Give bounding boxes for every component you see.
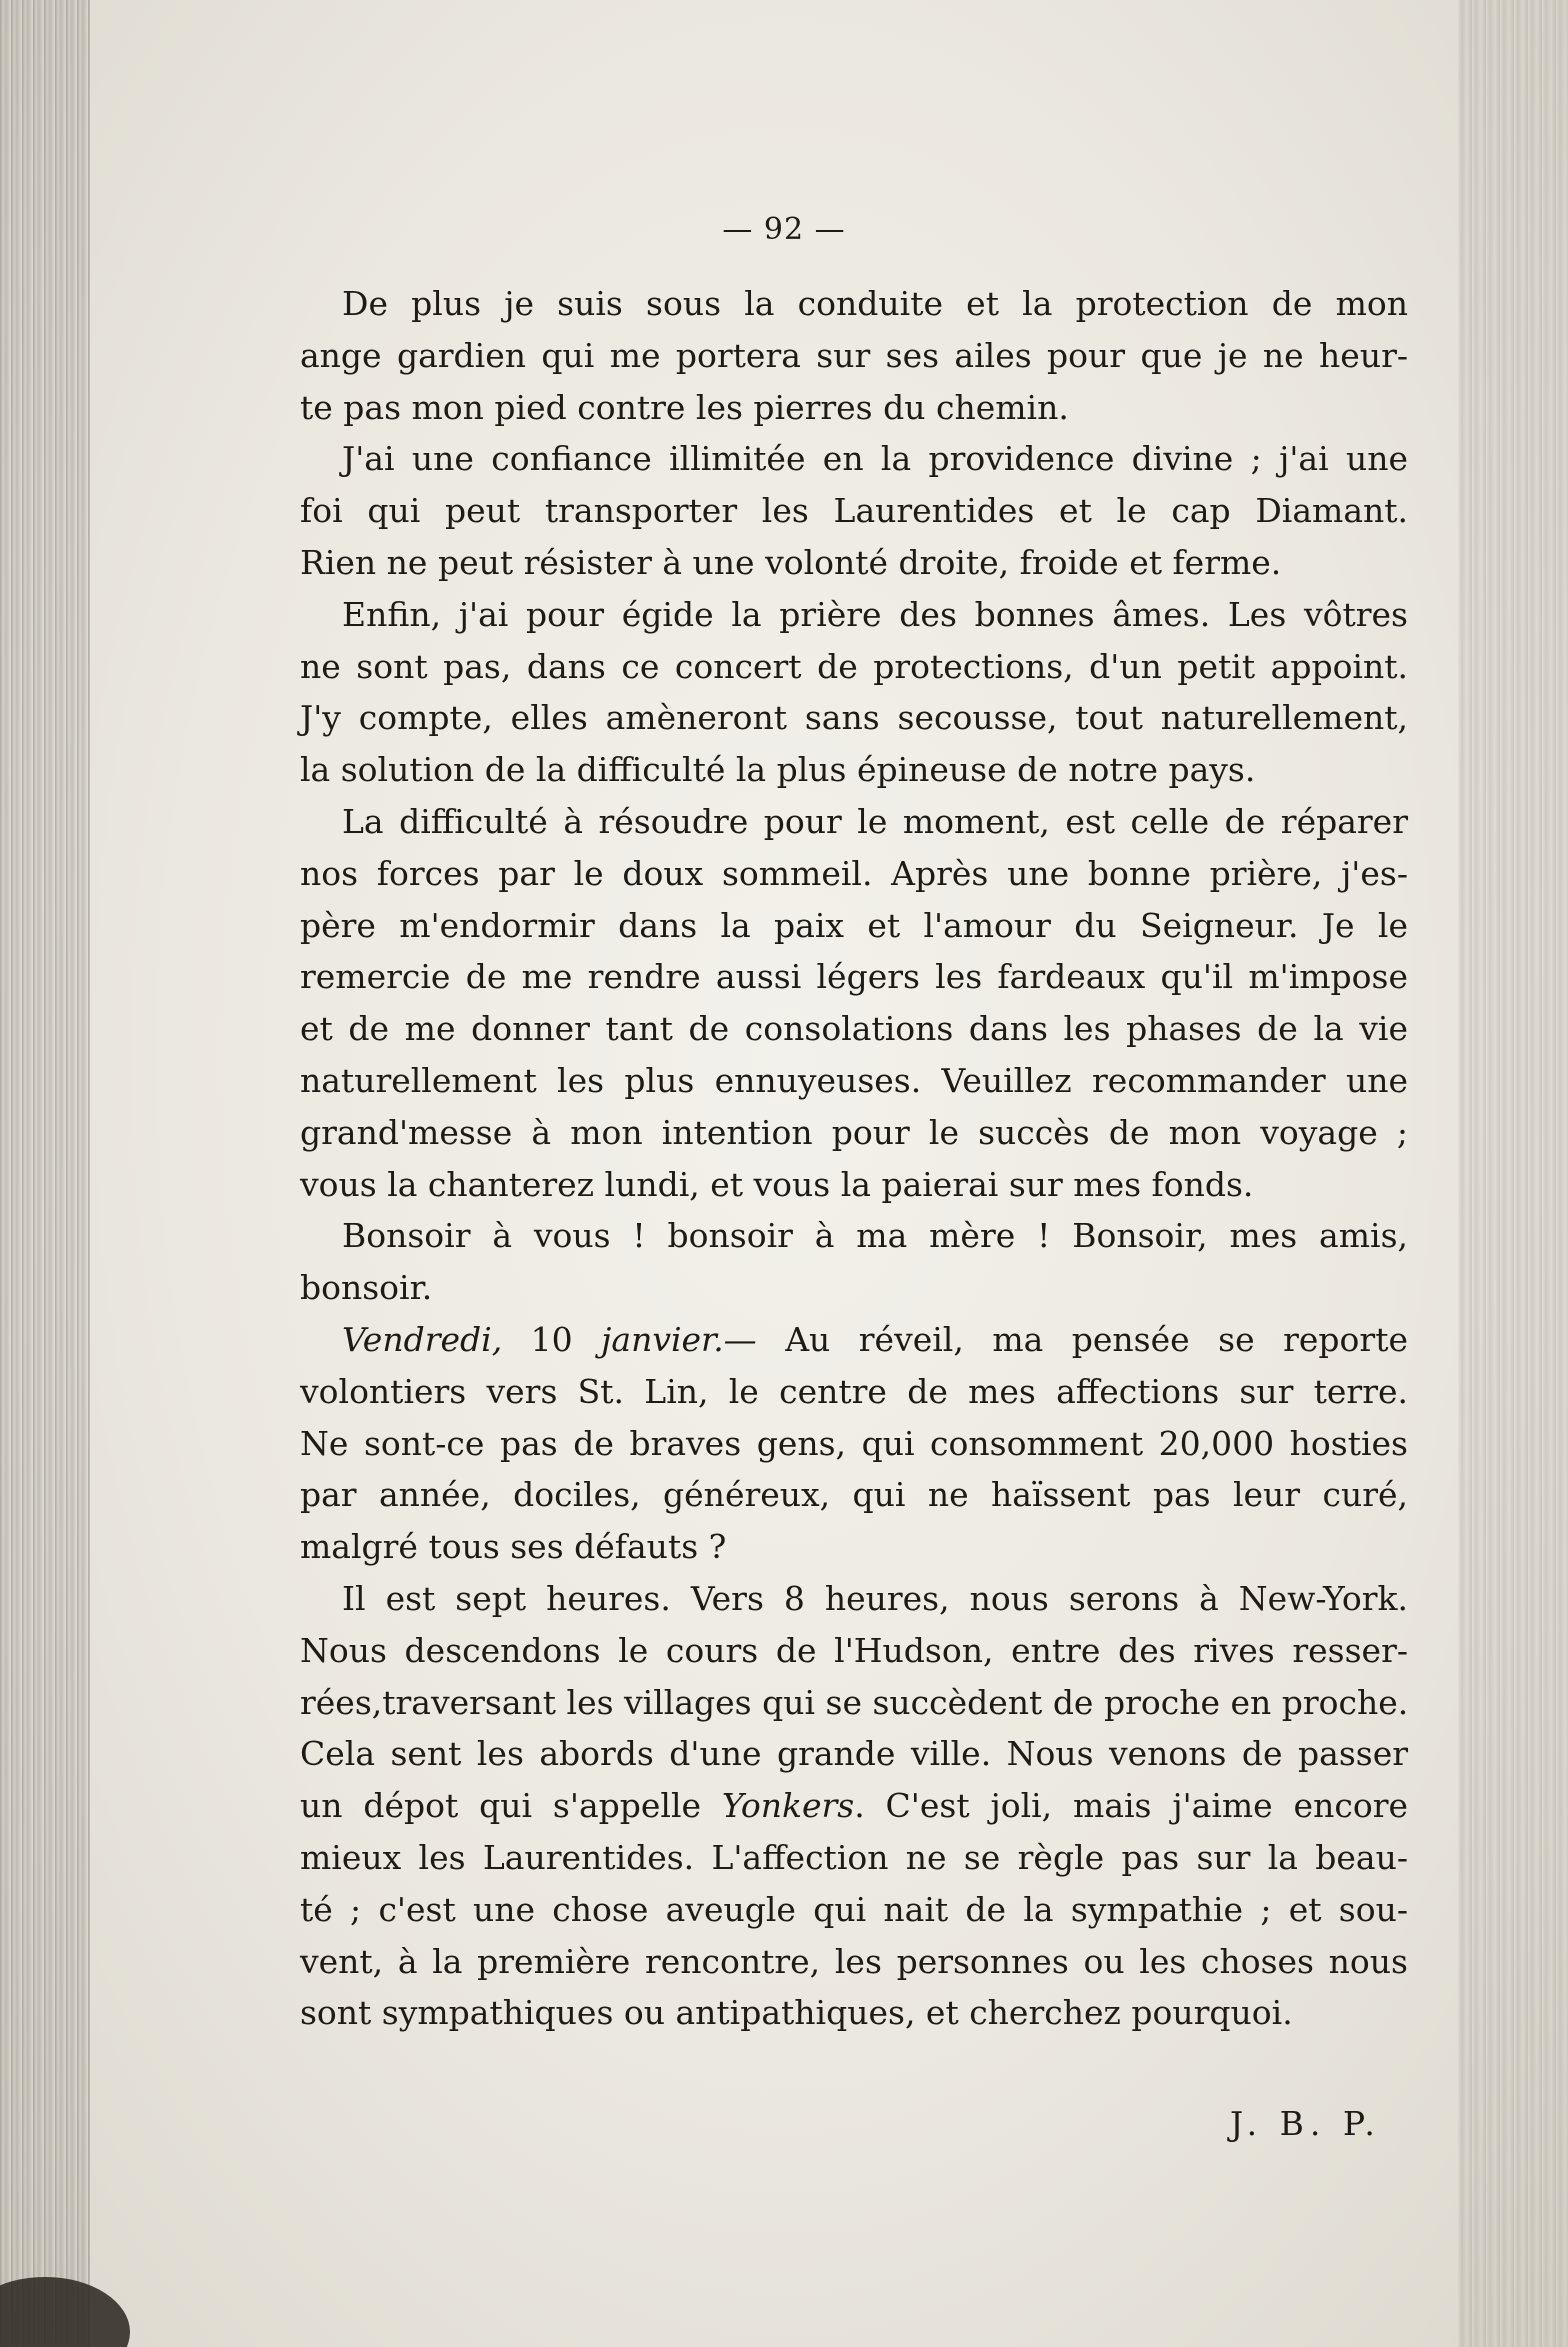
entry-day-number: 10 <box>502 1319 602 1359</box>
text-line: bonsoir. <box>300 1268 433 1308</box>
text-line: naturellement les plus ennuyeuses. Veuillez recommander une <box>300 1060 1408 1100</box>
dated-entry-line <box>300 1314 1408 1366</box>
text-line: J'y compte, elles amèneront sans secousse, tout naturellement, <box>300 698 1408 738</box>
text-line: la solution de la difficulté la plus épineuse de notre pays. <box>300 750 1256 790</box>
text-line: malgré tous ses défauts ? <box>300 1527 727 1567</box>
text-line: père m'endormir dans la paix et l'amour du Seigneur. Je le <box>300 905 1408 945</box>
text-line: ne sont pas, dans ce concert de protections, d'un petit appoint. <box>300 646 1408 686</box>
text-line: Ne sont-ce pas de braves gens, qui consomment 20,000 hosties <box>300 1423 1408 1463</box>
text-line: J'ai une confiance illimitée en la providence divine ; j'ai une <box>342 439 1408 479</box>
body-text <box>300 278 1408 2039</box>
text-line: remercie de me rendre aussi légers les fardeaux qu'il m'impose <box>300 957 1408 997</box>
place-name: Yonkers <box>721 1786 855 1826</box>
signature-initials: J. B. P. <box>1230 2104 1381 2143</box>
text-line: par année, dociles, généreux, qui ne haïssent pas leur curé, <box>300 1475 1408 1515</box>
text-line: te pas mon pied contre les pierres du chemin. <box>300 387 1069 427</box>
text-fragment: . C'est joli, mais j'aime encore <box>854 1786 1408 1826</box>
page-edge-right <box>1458 0 1568 2347</box>
text-line: sont sympathiques ou antipathiques, et cherchez pourquoi. <box>300 1993 1293 2033</box>
text-fragment: un dépot qui s'appelle <box>300 1786 702 1826</box>
text-line: nos forces par le doux sommeil. Après une bonne prière, j'es- <box>300 853 1408 893</box>
text-line: Bonsoir à vous ! bonsoir à ma mère ! Bonsoir, mes amis, <box>342 1216 1408 1256</box>
entry-text: Au réveil, ma pensée se reporte <box>785 1319 1408 1359</box>
text-line: té ; c'est une chose aveugle qui nait de la sympathie ; et sou- <box>300 1889 1408 1929</box>
text-line: Cela sent les abords d'une grande ville. Nous venons de passer <box>300 1734 1408 1774</box>
text-line: Il est sept heures. Vers 8 heures, nous serons à New-York. <box>342 1578 1408 1618</box>
text-line: foi qui peut transporter les Laurentides et le cap Diamant. <box>300 491 1408 531</box>
ink-blot <box>0 2277 130 2347</box>
binding-shadow-left <box>0 0 90 2347</box>
text-line: et de me donner tant de consolations dans les phases de la vie <box>300 1009 1408 1049</box>
page-number: — 92 — <box>722 212 846 247</box>
text-line: vous la chanterez lundi, et vous la paierai sur mes fonds. <box>300 1164 1254 1204</box>
text-line: La difficulté à résoudre pour le moment, est celle de réparer <box>342 801 1408 841</box>
text-line: vent, à la première rencontre, les personnes ou les choses nous <box>300 1941 1408 1981</box>
text-line: Enfin, j'ai pour égide la prière des bonnes âmes. Les vôtres <box>342 594 1408 634</box>
text-line: grand'messe à mon intention pour le succès de mon voyage ; <box>300 1112 1408 1152</box>
text-line: rées,traversant les villages qui se succèdent de proche en proche. <box>300 1682 1409 1722</box>
text-line: volontiers vers St. Lin, le centre de mes affections sur terre. <box>300 1371 1408 1411</box>
text-line: ange gardien qui me portera sur ses ailes pour que je ne heur- <box>300 335 1408 375</box>
text-line: Rien ne peut résister à une volonté droite, froide et ferme. <box>300 542 1282 582</box>
text-line: De plus je suis sous la conduite et la protection de mon <box>342 284 1408 323</box>
entry-day: Vendredi, <box>342 1319 503 1359</box>
text-line: Nous descendons le cours de l'Hudson, entre des rives resser- <box>300 1630 1408 1670</box>
text-line-with-place <box>300 1780 1408 1832</box>
entry-month: janvier.— <box>601 1319 757 1359</box>
text-line: mieux les Laurentides. L'affection ne se règle pas sur la beau- <box>300 1837 1408 1877</box>
